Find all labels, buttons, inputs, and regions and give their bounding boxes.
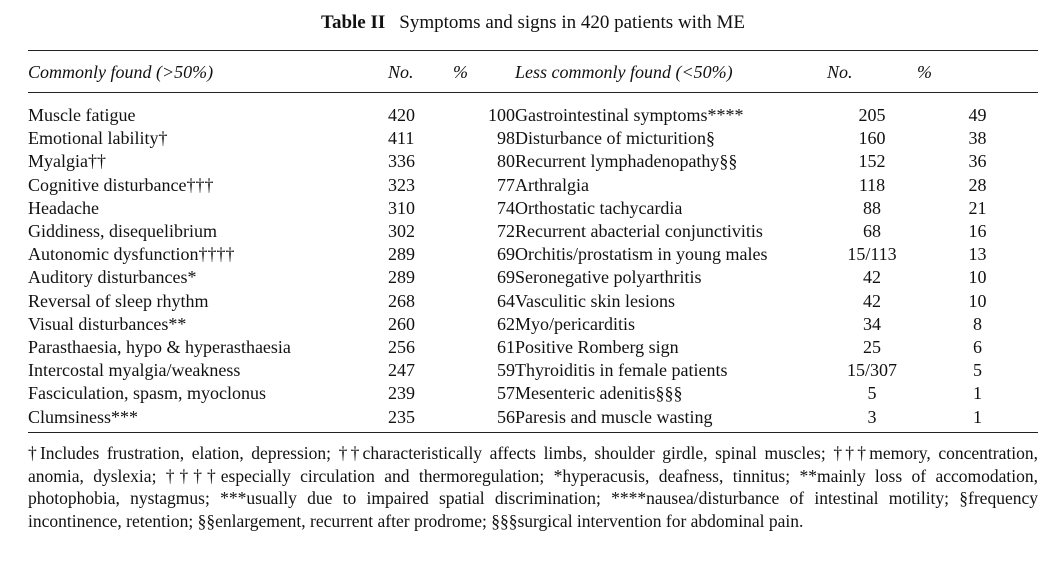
less-common-symptom-count: 152: [858, 151, 886, 172]
common-symptom-name: Emotional lability†: [28, 128, 168, 149]
bottom-rule: [28, 432, 1038, 433]
common-symptom-percent: 77: [497, 174, 515, 195]
less-common-symptom-name: Arthralgia: [515, 174, 589, 195]
common-symptom-name: Clumsiness***: [28, 406, 139, 427]
common-symptom-name: Giddiness, disequelibrium: [28, 221, 217, 242]
table-row: [28, 174, 1038, 197]
less-common-symptom-percent: 1: [973, 383, 982, 404]
table-row: [28, 243, 1038, 266]
common-symptom-name: Headache: [28, 197, 99, 218]
common-symptom-count: 239: [388, 383, 415, 404]
less-common-symptom-percent: 6: [973, 337, 982, 358]
less-common-symptom-count: 3: [867, 406, 877, 427]
common-symptom-percent: 80: [497, 151, 515, 172]
less-common-symptom-percent: 49: [968, 105, 987, 125]
less-common-symptom-name: Vasculitic skin lesions: [515, 290, 675, 311]
common-symptom-name: Parasthaesia, hypo & hyperasthaesia: [28, 337, 291, 358]
top-rule: [28, 50, 1038, 51]
less-common-symptom-count: 160: [858, 128, 886, 149]
less-common-symptom-percent: 10: [968, 290, 987, 311]
table-row: [28, 197, 1038, 220]
less-common-symptom-count: 42: [863, 267, 881, 288]
less-common-symptom-count: 5: [867, 383, 877, 404]
less-common-symptom-count: 15/307: [846, 360, 897, 381]
header-rule: [28, 92, 1038, 93]
common-symptom-count: 302: [388, 221, 415, 242]
common-symptom-count: 336: [388, 151, 415, 172]
less-common-symptom-percent: 16: [968, 221, 987, 242]
common-symptom-count: 310: [388, 197, 415, 218]
less-common-symptom-count: 25: [863, 337, 881, 358]
common-symptom-name: Myalgia††: [28, 151, 106, 172]
less-common-symptom-name: Thyroiditis in female patients: [515, 360, 728, 381]
common-symptom-name: Muscle fatigue: [28, 105, 136, 125]
less-common-symptom-percent: 8: [973, 313, 982, 334]
table-footnote: †Includes frustration, elation, depression; ††characteristically affects limbs, shoulder girdle, spinal muscles; †††memory, concentration, anomia, dyslexia; ††††especially circulation and thermoregulation; *hyperacusis, deafness, tinnitus; **mainly loss of accomodation, photophobia, nystagmus; ***usually due to impaired spatial discrimination; ****nausea/disturbance of intestinal motility; §frequency incontinence, retention; §§enlargement, recurrent after prodrome; §§§surgical intervention for abdominal pain.: [28, 443, 1038, 531]
less-common-symptom-name: Orchitis/prostatism in young males: [515, 244, 768, 265]
less-common-symptom-name: Recurrent abacterial conjunctivitis: [515, 221, 763, 242]
less-common-symptom-percent: 21: [968, 197, 987, 218]
header-pct-common: %: [453, 61, 468, 82]
common-symptom-percent: 98: [497, 128, 515, 149]
less-common-symptom-name: Seronegative polyarthritis: [515, 267, 702, 288]
table-row: [28, 220, 1038, 243]
table-body: [28, 104, 1038, 429]
less-common-symptom-percent: 5: [973, 360, 982, 381]
table-row: [28, 127, 1038, 150]
less-common-symptom-count: 118: [858, 174, 886, 195]
table-page: [28, 0, 1038, 576]
less-common-symptom-name: Orthostatic tachycardia: [515, 197, 683, 218]
common-symptom-percent: 56: [497, 406, 515, 427]
header-no-less: No.: [827, 61, 853, 82]
less-common-symptom-percent: 13: [968, 244, 987, 265]
header-less-commonly-found: Less commonly found (<50%): [515, 61, 733, 82]
less-common-symptom-name: Disturbance of micturition§: [515, 128, 715, 149]
common-symptom-count: 411: [388, 128, 415, 149]
table-row: [28, 266, 1038, 289]
less-common-symptom-count: 68: [863, 221, 881, 242]
table-row: [28, 290, 1038, 313]
less-common-symptom-name: Gastrointestinal symptoms****: [515, 105, 744, 125]
table-title: [28, 12, 1038, 34]
table-row: [28, 150, 1038, 173]
less-common-symptom-percent: 10: [968, 267, 987, 288]
less-common-symptom-name: Recurrent lymphadenopathy§§: [515, 151, 738, 172]
less-common-symptom-name: Paresis and muscle wasting: [515, 406, 713, 427]
common-symptom-percent: 69: [497, 244, 515, 265]
common-symptom-count: 289: [388, 267, 415, 288]
common-symptom-count: 420: [388, 105, 415, 125]
header-no-common: No.: [388, 61, 414, 82]
common-symptom-percent: 100: [488, 105, 515, 125]
common-symptom-percent: 69: [497, 267, 515, 288]
table-header: [28, 56, 1038, 88]
common-symptom-name: Fasciculation, spasm, myoclonus: [28, 383, 266, 404]
common-symptom-percent: 64: [497, 290, 515, 311]
less-common-symptom-percent: 36: [968, 151, 987, 172]
less-common-symptom-name: Mesenteric adenitis§§§: [515, 383, 683, 404]
common-symptom-name: Intercostal myalgia/weakness: [28, 360, 241, 381]
table-row: [28, 104, 1038, 127]
common-symptom-name: Visual disturbances**: [28, 313, 187, 334]
common-symptom-count: 235: [388, 406, 415, 427]
less-common-symptom-count: 34: [863, 313, 881, 334]
common-symptom-count: 323: [388, 174, 415, 195]
less-common-symptom-count: 15/113: [847, 244, 897, 265]
common-symptom-percent: 61: [497, 337, 515, 358]
table-row: [28, 336, 1038, 359]
common-symptom-percent: 74: [497, 197, 515, 218]
less-common-symptom-name: Positive Romberg sign: [515, 337, 679, 358]
common-symptom-name: Autonomic dysfunction††††: [28, 244, 235, 265]
common-symptom-count: 260: [388, 313, 415, 334]
common-symptom-percent: 59: [497, 360, 515, 381]
less-common-symptom-count: 88: [863, 197, 881, 218]
header-commonly-found: Commonly found (>50%): [28, 61, 214, 82]
common-symptom-count: 247: [388, 360, 415, 381]
rows-container: [28, 104, 1038, 429]
less-common-symptom-percent: 38: [968, 128, 987, 149]
table-row: [28, 406, 1038, 429]
common-symptom-percent: 72: [497, 221, 515, 242]
less-common-symptom-count: 205: [858, 105, 886, 125]
common-symptom-name: Reversal of sleep rhythm: [28, 290, 209, 311]
less-common-symptom-percent: 28: [968, 174, 987, 195]
common-symptom-name: Auditory disturbances*: [28, 267, 197, 288]
table-row: [28, 382, 1038, 405]
common-symptom-percent: 57: [497, 383, 515, 404]
less-common-symptom-count: 42: [863, 290, 881, 311]
table-row: [28, 359, 1038, 382]
common-symptom-count: 268: [388, 290, 415, 311]
less-common-symptom-percent: 1: [973, 406, 982, 427]
table-caption: Symptoms and signs in 420 patients with ME: [399, 12, 745, 33]
table-label: Table II: [321, 12, 386, 33]
common-symptom-percent: 62: [497, 313, 515, 334]
common-symptom-name: Cognitive disturbance†††: [28, 174, 214, 195]
common-symptom-count: 256: [388, 337, 415, 358]
less-common-symptom-name: Myo/pericarditis: [515, 313, 635, 334]
header-pct-less: %: [917, 61, 932, 82]
header-row: [28, 56, 1038, 88]
table-row: [28, 313, 1038, 336]
common-symptom-count: 289: [388, 244, 415, 265]
